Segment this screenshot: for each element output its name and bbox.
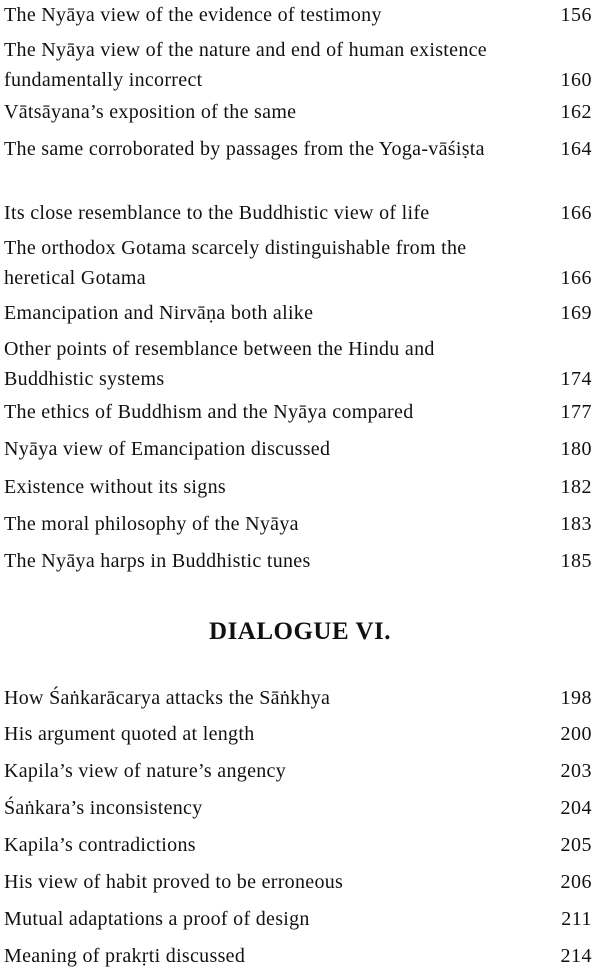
toc-entry bbox=[4, 97, 592, 127]
toc-entry bbox=[4, 298, 592, 328]
entry-title: Kapila’s contradictions bbox=[4, 834, 196, 856]
entry-page: 162 bbox=[560, 101, 592, 123]
toc-entry bbox=[4, 0, 592, 30]
toc-entry bbox=[4, 904, 592, 934]
entry-title: Existence without its signs bbox=[4, 476, 226, 498]
entry-title: Nyāya view of Emancipation discussed bbox=[4, 438, 331, 460]
section-heading: DIALOGUE VI. bbox=[209, 618, 391, 645]
entry-page: 174 bbox=[560, 368, 592, 390]
toc-entry bbox=[4, 793, 592, 823]
entry-title: The Nyāya view of the nature and end of human existence fundamentally incorrect bbox=[4, 39, 487, 91]
entry-title: The same corroborated by passages from the Yoga-vāśiṣta bbox=[4, 138, 485, 160]
entry-page: 203 bbox=[560, 760, 592, 782]
entry-page: 166 bbox=[560, 202, 592, 224]
entry-page: 177 bbox=[560, 401, 592, 423]
entry-page: 164 bbox=[560, 138, 592, 160]
toc-entry bbox=[4, 830, 592, 860]
toc-entry bbox=[4, 509, 592, 539]
toc-entry bbox=[4, 472, 592, 502]
entry-page: 169 bbox=[560, 302, 592, 324]
entry-title: Meaning of prakṛti discussed bbox=[4, 945, 246, 967]
toc-entry bbox=[4, 198, 592, 228]
toc-entry bbox=[4, 546, 592, 576]
entry-title: The Nyāya harps in Buddhistic tunes bbox=[4, 550, 311, 572]
entry-page: 205 bbox=[560, 834, 592, 856]
toc-entry bbox=[4, 233, 592, 293]
entry-page: 211 bbox=[561, 908, 592, 930]
entry-page: 200 bbox=[560, 723, 592, 745]
entry-title: The Nyāya view of the evidence of testimony bbox=[4, 4, 382, 26]
toc-entry bbox=[4, 434, 592, 464]
toc-entry bbox=[4, 719, 592, 749]
toc-entry bbox=[4, 683, 592, 713]
entry-title: Emancipation and Nirvāṇa both alike bbox=[4, 302, 314, 324]
entry-title: Its close resemblance to the Buddhistic view of life bbox=[4, 202, 430, 224]
entry-title: Vātsāyana’s exposition of the same bbox=[4, 101, 297, 123]
entry-page: 160 bbox=[560, 69, 592, 91]
entry-page: 198 bbox=[560, 687, 592, 709]
toc-entry bbox=[4, 334, 592, 394]
toc-entry bbox=[4, 35, 592, 95]
entry-page: 204 bbox=[560, 797, 592, 819]
toc-entry bbox=[4, 134, 592, 164]
entry-title: Other points of resemblance between the Hindu and Buddhistic systems bbox=[4, 338, 435, 390]
entry-page: 214 bbox=[560, 945, 592, 967]
entry-page: 180 bbox=[560, 438, 592, 460]
entry-title: Śaṅkara’s inconsistency bbox=[4, 797, 203, 819]
entry-title: Mutual adaptations a proof of design bbox=[4, 908, 310, 930]
toc-entry bbox=[4, 756, 592, 786]
entry-page: 156 bbox=[560, 4, 592, 26]
entry-title: His argument quoted at length bbox=[4, 723, 255, 745]
entry-title: How Śaṅkarācarya attacks the Sāṅkhya bbox=[4, 687, 331, 709]
entry-title: The ethics of Buddhism and the Nyāya compared bbox=[4, 401, 414, 423]
entry-page: 206 bbox=[560, 871, 592, 893]
entry-page: 166 bbox=[560, 267, 592, 289]
toc-entry bbox=[4, 867, 592, 897]
entry-title: The moral philosophy of the Nyāya bbox=[4, 513, 299, 535]
entry-page: 185 bbox=[560, 550, 592, 572]
toc-entry bbox=[4, 941, 592, 971]
entry-title: Kapila’s view of nature’s angency bbox=[4, 760, 287, 782]
entry-title: The orthodox Gotama scarcely distinguishable from the heretical Gotama bbox=[4, 237, 467, 289]
toc-entry bbox=[4, 397, 592, 427]
entry-title: His view of habit proved to be erroneous bbox=[4, 871, 344, 893]
entry-page: 182 bbox=[560, 476, 592, 498]
entry-page: 183 bbox=[560, 513, 592, 535]
